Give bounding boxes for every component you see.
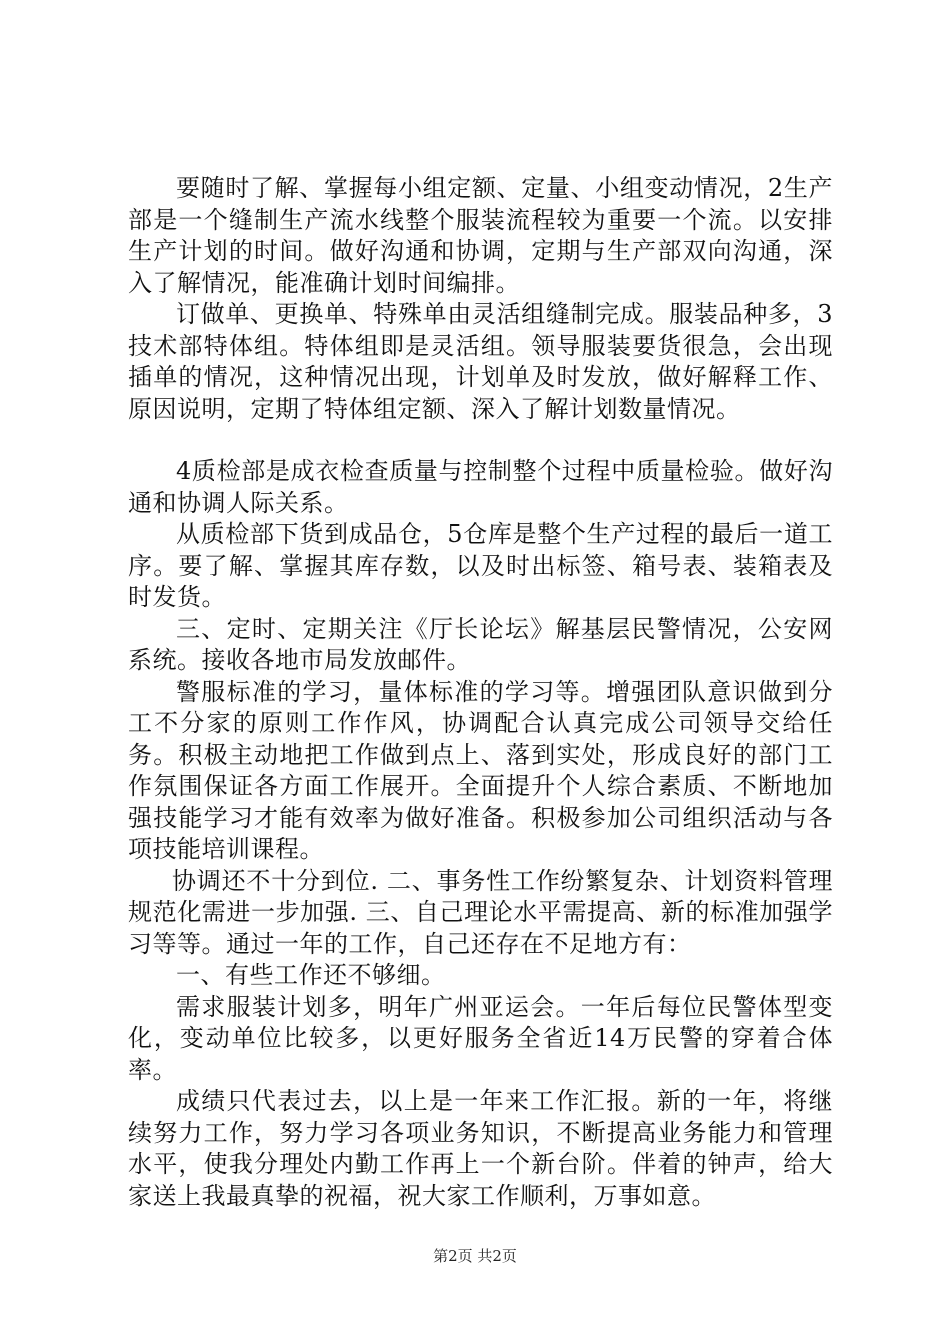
paragraph-warehouse: 从质检部下货到成品仓，5仓库是整个生产过程的最后一道工序。要了解、掌握其库存数，以及时出标签、箱号表、装箱表及时发货。 bbox=[128, 520, 833, 611]
paragraph-demand: 需求服装计划多，明年广州亚运会。一年后每位民警体型变化，变动单位比较多，以更好服务全省近14万民警的穿着合体率。 bbox=[128, 992, 833, 1084]
paragraph-details: 一、有些工作还不够细。 bbox=[176, 961, 446, 989]
paragraph-production: 要随时了解、掌握每小组定额、定量、小组变动情况，2生产部是一个缝制生产流水线整个服装流程较为重要一个流。以安排生产计划的时间。做好沟通和协调，定期与生产部双向沟通，深入了解情况，能准确计划时间编排。 bbox=[128, 174, 833, 297]
page-number-footer: 第2页 共2页 bbox=[433, 1247, 517, 1265]
paragraph-shortcomings: 协调还不十分到位. 二、事务性工作纷繁复杂、计划资料管理规范化需进一步加强. 三、自己理论水平需提高、新的标准加强学习等等。通过一年的工作，自己还存在不足地方有： bbox=[128, 866, 833, 958]
document-body bbox=[128, 173, 833, 1212]
paragraph-forum: 三、定时、定期关注《厅长论坛》解基层民警情况，公安网系统。接收各地市局发放邮件。 bbox=[128, 614, 833, 674]
paragraph-quality: 4质检部是成衣检查质量与控制整个过程中质量检验。做好沟通和协调人际关系。 bbox=[128, 457, 833, 517]
paragraph-standards: 警服标准的学习，量体标准的学习等。增强团队意识做到分工不分家的原则工作作风，协调配合认真完成公司领导交给任务。积极主动地把工作做到点上、落到实处，形成良好的部门工作氛围保证各方面工作展开。全面提升个人综合素质、不断地加强技能学习才能有效率为做好准备。积极参加公司组织活动与各项技能培训课程。 bbox=[128, 677, 833, 863]
paragraph-technical: 订做单、更换单、特殊单由灵活组缝制完成。服装品种多，3技术部特体组。特体组即是灵活组。领导服装要货很急，会出现插单的情况，这种情况出现，计划单及时发放，做好解释工作、原因说明，定期了特体组定额、深入了解计划数量情况。 bbox=[128, 300, 833, 423]
paragraph-closing: 成绩只代表过去，以上是一年来工作汇报。新的一年，将继续努力工作，努力学习各项业务知识，不断提高业务能力和管理水平，使我分理处内勤工作再上一个新台阶。伴着的钟声，给大家送上我最真挚的祝福，祝大家工作顺利，万事如意。 bbox=[128, 1087, 833, 1210]
